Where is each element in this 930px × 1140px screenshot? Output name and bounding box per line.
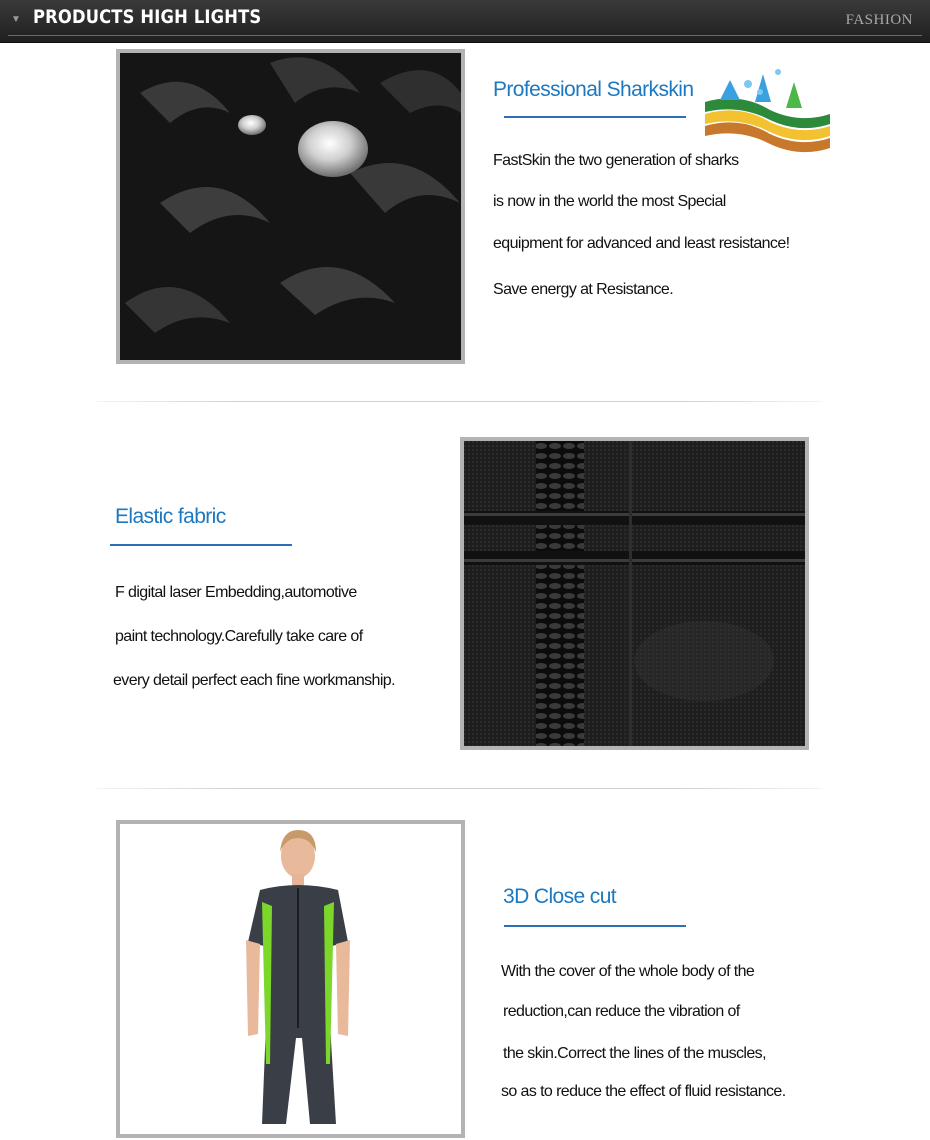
description-line: so as to reduce the effect of fluid resistance.	[501, 1083, 786, 1100]
heading-underline	[504, 116, 686, 118]
description-line: reduction,can reduce the vibration of	[503, 1003, 740, 1020]
description-line: F digital laser Embedding,automotive	[115, 584, 357, 601]
fabric-layers-icon	[700, 62, 835, 158]
description-line: With the cover of the whole body of the	[501, 963, 755, 980]
description-line: Save energy at Resistance.	[493, 281, 674, 298]
triangle-down-icon: ▼	[11, 14, 21, 25]
heading-underline	[110, 544, 292, 546]
section-heading: 3D Close cut	[503, 885, 617, 908]
section-heading: Professional Sharkskin	[493, 78, 694, 101]
description-line: equipment for advanced and least resistance!	[493, 235, 790, 252]
description-line: paint technology.Carefully take care of	[115, 628, 363, 645]
header-title: PRODUCTS HIGH LIGHTS	[33, 6, 262, 28]
description-line: is now in the world the most Special	[493, 193, 726, 210]
heading-underline	[504, 925, 686, 927]
section-divider	[96, 788, 822, 789]
header-tag: FASHION	[845, 12, 913, 28]
header-rule	[8, 35, 922, 36]
fabric-seam-image	[460, 437, 809, 750]
description-line: every detail perfect each fine workmanship.	[113, 672, 395, 689]
model-swimsuit-image	[116, 820, 465, 1138]
section-divider	[96, 401, 822, 402]
section-header-bar	[0, 0, 930, 43]
description-line: the skin.Correct the lines of the muscles,	[503, 1045, 766, 1062]
description-line: FastSkin the two generation of sharks	[493, 152, 739, 169]
section-heading: Elastic fabric	[115, 505, 226, 528]
sharkskin-fabric-image	[116, 49, 465, 364]
